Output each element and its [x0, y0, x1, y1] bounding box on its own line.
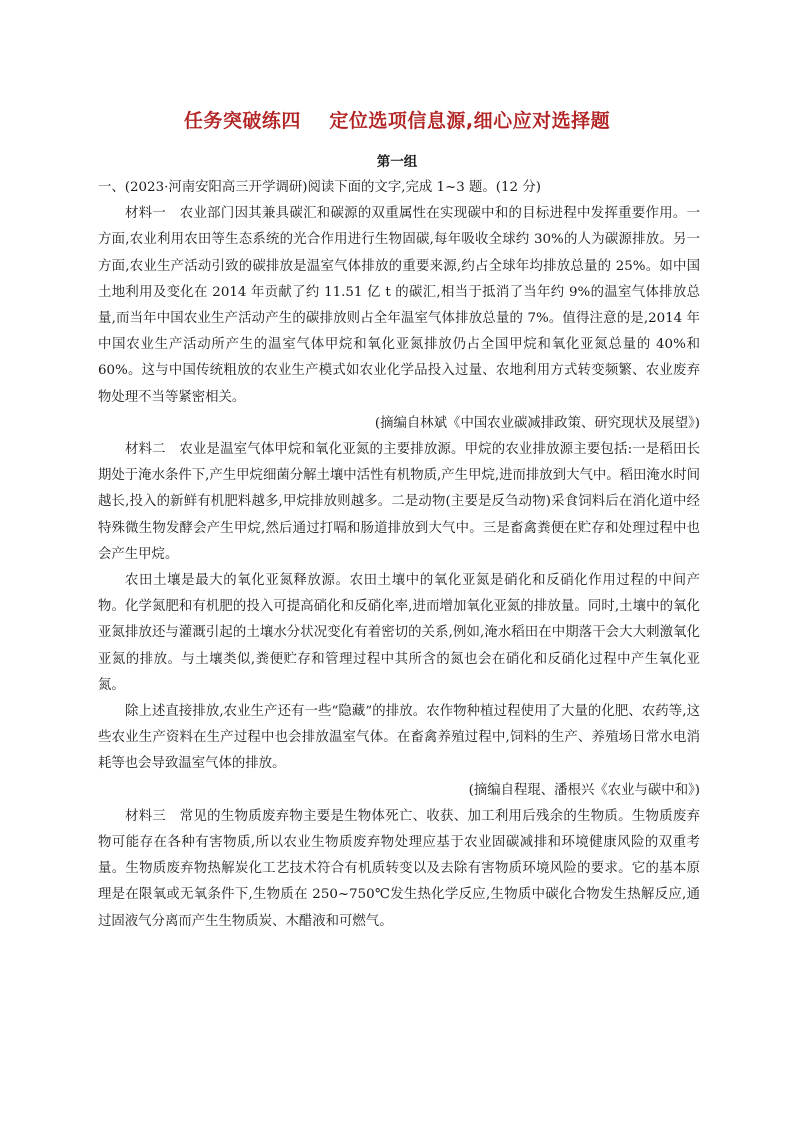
page-title: 任务突破练四 定位选项信息源,细心应对选择题	[183, 110, 611, 132]
group-heading: 第一组	[376, 154, 418, 170]
material-2-paragraph-1: 材料二 农业是温室气体甲烷和氧化亚氮的主要排放源。甲烷的农业排放源主要包括:一是稻田长期处于淹水条件下,产生甲烷细菌分解土壤中活性有机物质,产生甲烷,进而排放到大气中。稻田淹水时间越长,投入的新鲜有机肥料越多,甲烷排放则越多。二是动物(主要是反刍动物)采食饲料后在消化道中经特殊微生物发酵会产生甲烷,然后通过打嗝和肠道排放到大气中。三是畜禽粪便在贮存和处理过程中也会产生甲烷。	[98, 442, 700, 562]
material-1-source: (摘编自林斌《中国农业碳减排政策、研究现状及展望》)	[374, 415, 700, 431]
material-1-paragraph: 材料一 农业部门因其兼具碳汇和碳源的双重属性在实现碳中和的目标进程中发挥重要作用。一方面,农业利用农田等生态系统的光合作用进行生物固碳,每年吸收全球约 30%的人为碳源排放。另一方面,农业生产活动引致的碳排放是温室气体排放的重要来源,约占全球年均排放总量的 25%。如中国土地利用及变化在 2014 年贡献了约 11.51 亿 t 的碳汇,相当于抵消了当年约 9%的温室气体排放总量,而当年中国农业生产活动产生的碳排放则占全年温室气体排放总量的 7%。值得注意的是,2014 年中国农业生产活动所产生的温室气体甲烷和氧化亚氮排放仍占全国甲烷和氧化亚氮总量的 40%和 60%。这与中国传统粗放的农业生产模式如农业化学品投入过量、农地利用方式转变频繁、农业废弃物处理不当等紧密相关。	[98, 206, 700, 405]
material-2-paragraph-3: 除上述直接排放,农业生产还有一些“隐藏”的排放。农作物种植过程使用了大量的化肥、农药等,这些农业生产资料在生产过程中也会排放温室气体。在畜禽养殖过程中,饲料的生产、养殖场日常水电消耗等也会导致温室气体的排放。	[98, 704, 700, 772]
material-2-source: (摘编自程琨、潘根兴《农业与碳中和》)	[468, 782, 700, 798]
question-header: 一、(2023·河南安阳高三开学调研)阅读下面的文字,完成 1~3 题。(12 分)	[98, 180, 541, 195]
material-2-paragraph-2: 农田土壤是最大的氧化亚氮释放源。农田土壤中的氧化亚氮是硝化和反硝化作用过程的中间产物。化学氮肥和有机肥的投入可提高硝化和反硝化率,进而增加氧化亚氮的排放量。同时,土壤中的氧化亚氮排放还与灌溉引起的土壤水分状况变化有着密切的关系,例如,淹水稻田在中期落干会大大刺激氧化亚氮的排放。与土壤类似,粪便贮存和管理过程中其所含的氮也会在硝化和反硝化过程中产生氧化亚氮。	[98, 573, 700, 693]
document-body	[98, 175, 700, 935]
material-3-paragraph: 材料三 常见的生物质废弃物主要是生物体死亡、收获、加工利用后残余的生物质。生物质废弃物可能存在各种有害物质,所以农业生物质废弃物处理应基于农业固碳减排和环境健康风险的双重考量。生物质废弃物热解炭化工艺技术符合有机质转变以及去除有害物质环境风险的要求。它的基本原理是在限氧或无氧条件下,生物质在 250~750℃发生热化学反应,生物质中碳化合物发生热解反应,通过固液气分离而产生生物质炭、木醋液和可燃气。	[98, 808, 700, 929]
